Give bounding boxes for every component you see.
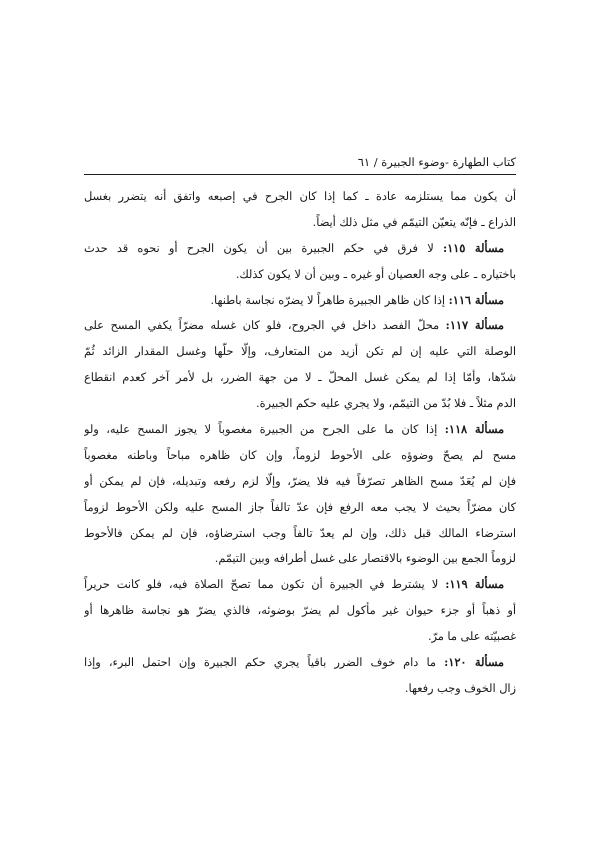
- issue-label: مسألة ١١٩:: [445, 577, 504, 592]
- text-line: لزوماً الجمع بين الوضوء بالاقتصار على غسل أطرافه وبين التيمّم.: [214, 552, 516, 566]
- text-line: فإن لم يُعَدّ مسح الظاهر تصرّفاً فيه فلا يضرّ، وإلّا لزم رفعه وتبديله، فإن لم يمكن أو: [84, 474, 516, 488]
- text-line: كان مضرّاً بحيث لا يجب معه الرفع فإن عدّ تالفاً جاز المسح عليه ولكن الأحوط لزوماً: [84, 500, 516, 514]
- text-line: استرضاء المالك قبل ذلك، وإن لم يعدّ تالفاً وجب استرضاؤه، فإن لم يمكن فالأحوط: [84, 526, 516, 540]
- issue-label: مسألة ١٢٠:: [444, 655, 504, 670]
- text-line: أن يكون مما يستلزمه عادة ـ كما إذا كان الجرح في إصبعه واتفق أنه يتضرر بغسل: [84, 190, 516, 203]
- issue-115: مسألة ١١٥: لا فرق في حكم الجبيرة بين أن يكون الجرح أو نحوه قد حدث: [84, 240, 504, 255]
- text-line: الدم مثلاً ـ فلا بُدّ من التيمّم، ولا يجري عليه حكم الجبيرة.: [255, 397, 516, 411]
- text-line: زال الخوف وجب رفعها.: [404, 681, 516, 695]
- text-line: أو ذهباً أو جزء حيوان غير مأكول لم يضرّ بوضوئه، فالذي يضرّ هو نجاسة ظاهرها أو: [84, 604, 516, 618]
- issue-label: مسألة ١١٨:: [444, 422, 504, 437]
- text-line: غصبيّته على ما مرّ.: [427, 630, 516, 644]
- text-line: باختياره ـ على وجه العصيان أو غيره ـ وبين أن لا يكون كذلك.: [235, 267, 516, 281]
- running-header: كتاب الطهارة -وضوء الجبيرة / ٦١: [357, 155, 516, 169]
- body-text: [84, 184, 516, 702]
- header-rule: [84, 174, 516, 175]
- issue-116: مسألة ١١٦: إذا كان ظاهر الجبيرة طاهراً لا يضرّه نجاسة باطنها.: [210, 292, 504, 307]
- issue-label: مسألة ١١٦:: [448, 292, 504, 307]
- text-line: الوصلة التي عليه إن لم تكن أزيد من المتعارف، وإلّا حلّها وغسل المقدار الزائد ثُمّ: [84, 345, 516, 359]
- issue-label: مسألة ١١٥:: [442, 240, 504, 255]
- issue-119: مسألة ١١٩: لا يشترط في الجبيرة أن تكون مما تصحّ الصلاة فيه، فلو كانت حريراً: [84, 577, 504, 592]
- text-line: شدّها، وأمّا إذا لم يمكن غسل المحلّ ـ لا من جهة الضرر، بل لأمر آخر كعدم انقطاع: [84, 371, 516, 385]
- issue-120: مسألة ١٢٠: ما دام خوف الضرر باقياً يجري حكم الجبيرة وإن احتمل البرء، وإذا: [84, 655, 504, 670]
- issue-117: مسألة ١١٧: محلّ الفصد داخل في الجروح، فلو كان غسله مضرّاً يكفي المسح على: [84, 318, 504, 333]
- text-line: مسح لم يصحّ وضوؤه على الأحوط لزوماً، وإن كان ظاهره مباحاً وباطنه مغصوباً: [84, 448, 516, 462]
- issue-118: مسألة ١١٨: إذا كان ما على الجرح من الجبيرة مغصوباً لا يجوز المسح عليه، ولو: [84, 422, 504, 437]
- issue-label: مسألة ١١٧:: [445, 318, 504, 333]
- text-line: الذراع ـ فإنّه يتعيّن التيمّم في مثل ذلك أيضاً.: [312, 215, 516, 229]
